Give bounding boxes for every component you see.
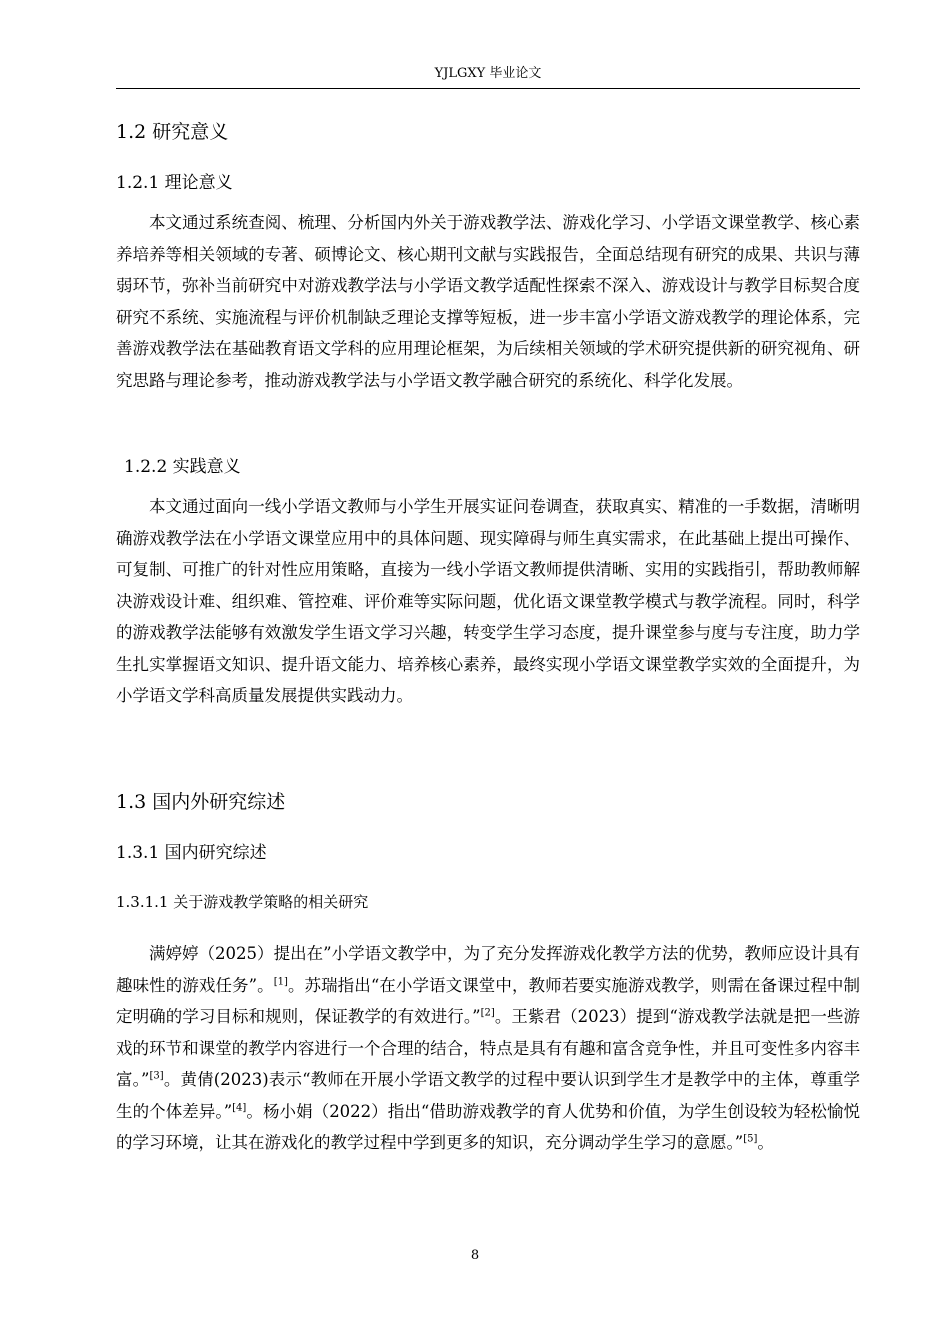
header-rule <box>116 88 860 89</box>
text-segment: 。黄倩(2023)表示“教师在开展小学语文教学的过程中要认识到学生才是教学中的主体，尊重学生的个体差异。” <box>116 1070 860 1121</box>
section-heading-1-3-1: 1.3.1 国内研究综述 <box>116 843 267 863</box>
citation-ref-3: [3] <box>149 1070 164 1082</box>
text-segment: 。王紫君（2023）提到“游戏教学法就是把一些游戏的环节和课堂的教学内容进行一个合理的结合，特点是具有有趣和富含竞争性，并且可变性多内容丰富。” <box>116 1007 860 1089</box>
citation-ref-2: [2] <box>480 1007 495 1019</box>
text-segment: 。杨小娟（2022）指出“借助游戏教学的育人优势和价值，为学生创设较为轻松愉悦的学习环境，让其在游戏化的教学过程中学到更多的知识，充分调动学生学习的意愿。” <box>116 1101 861 1152</box>
page-number: 8 <box>470 1248 480 1263</box>
section-heading-1-3-1-1: 1.3.1.1 关于游戏教学策略的相关研究 <box>116 893 369 911</box>
citation-ref-4: [4] <box>232 1102 247 1113</box>
page-header: YJLGXY 毕业论文 <box>434 66 542 81</box>
citation-ref-5: [5] <box>743 1133 758 1145</box>
text-segment: 。 <box>757 1133 774 1152</box>
section-heading-1-2: 1.2 研究意义 <box>116 121 229 143</box>
paragraph-game-teaching-strategies <box>116 938 860 1159</box>
citation-ref-1: [1] <box>273 976 288 987</box>
text-segment: 满婷婷（2025）提出在”小学语文教学中，为了充分发挥游戏化教学方法的优势，教师应设计具有趣味性的游戏任务”。 <box>116 944 860 995</box>
section-heading-1-2-1: 1.2.1 理论意义 <box>116 173 233 193</box>
text-segment: 。苏瑞指出“在小学语文课堂中，教师若要实施游戏教学，则需在备课过程中制定明确的学习目标和规则，保证教学的有效进行。” <box>116 975 860 1026</box>
section-heading-1-3: 1.3 国内外研究综述 <box>116 791 286 813</box>
paragraph-theoretical-significance: 本文通过系统查阅、梳理、分析国内外关于游戏教学法、游戏化学习、小学语文课堂教学、核心素养培养等相关领域的专著、硕博论文、核心期刊文献与实践报告，全面总结现有研究的成果、共识与薄弱环节，弥补当前研究中对游戏教学法与小学语文教学适配性探索不深入、游戏设计与教学目标契合度研究不系统、实施流程与评价机制缺乏理论支撑等短板，进一步丰富小学语文游戏教学的理论体系，完善游戏教学法在基础教育语文学科的应用理论框架，为后续相关领域的学术研究提供新的研究视角、研究思路与理论参考，推动游戏教学法与小学语文教学融合研究的系统化、科学化发展。 <box>116 213 860 390</box>
section-heading-1-2-2: 1.2.2 实践意义 <box>124 457 241 477</box>
paragraph-practical-significance: 本文通过面向一线小学语文教师与小学生开展实证问卷调查，获取真实、精准的一手数据，清晰明确游戏教学法在小学语文课堂应用中的具体问题、现实障碍与师生真实需求，在此基础上提出可操作、可复制、可推广的针对性应用策略，直接为一线小学语文教师提供清晰、实用的实践指引，帮助教师解决游戏设计难、组织难、管控难、评价难等实际问题，优化语文课堂教学模式与教学流程。同时，科学的游戏教学法能够有效激发学生语文学习兴趣，转变学生学习态度，提升课堂参与度与专注度，助力学生扎实掌握语文知识、提升语文能力、培养核心素养，最终实现小学语文课堂教学实效的全面提升，为小学语文学科高质量发展提供实践动力。 <box>116 497 860 705</box>
